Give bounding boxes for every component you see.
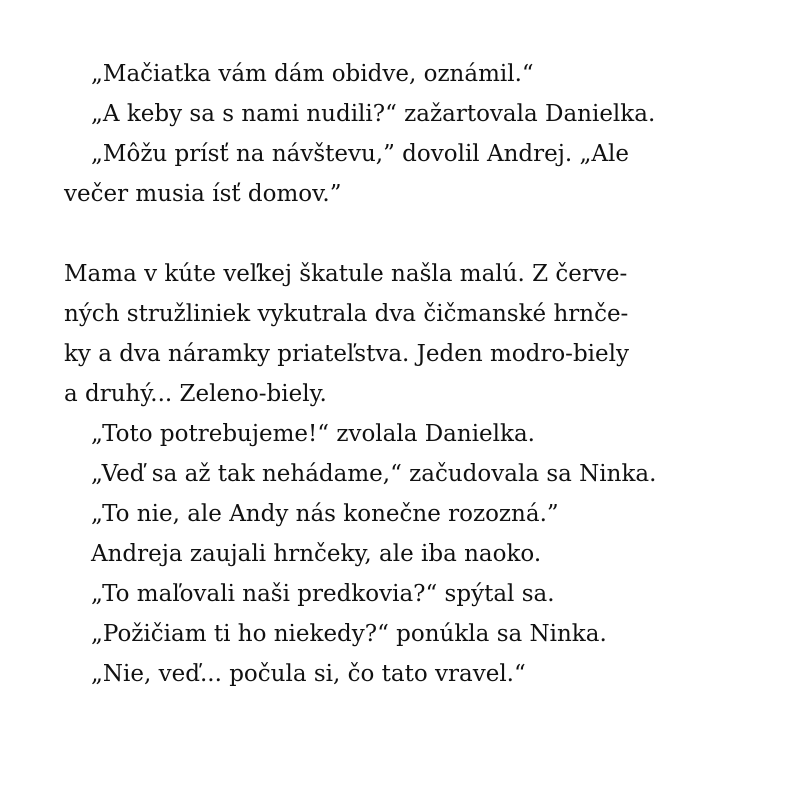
text-line: „Veď sa až tak nehádame,“ začudovala sa Ninka. [91,461,657,487]
text-line: „A keby sa s nami nudili?“ zažartovala Danielka. [91,101,656,127]
text-line: „To maľovali naši predkovia?“ spýtal sa. [91,581,555,607]
blank-line [64,214,764,254]
text-line: „Nie, veď... počula si, čo tato vravel.“ [91,661,526,687]
text-line: ných stružliniek vykutrala dva čičmanské hrnče- [64,301,629,327]
text-line: „To nie, ale Andy nás konečne rozozná.” [91,501,559,527]
text-line: „Mačiatka vám dám obidve, oznámil.“ [91,61,534,87]
text-line: Mama v kúte veľkej škatule našla malú. Z červe- [64,261,628,287]
text-line: a druhý... Zeleno-biely. [64,381,327,407]
text-line: ky a dva náramky priateľstva. Jeden modro-biely [64,341,629,367]
text-line: Andreja zaujali hrnčeky, ale iba naoko. [91,541,542,567]
story-text [64,54,764,694]
text-line: „Toto potrebujeme!“ zvolala Danielka. [91,421,535,447]
text-line: „Môžu prísť na návštevu,” dovolil Andrej. „Ale [91,141,629,167]
text-line: večer musia ísť domov.” [64,181,342,207]
text-line: „Požičiam ti ho niekedy?“ ponúkla sa Ninka. [91,621,607,647]
